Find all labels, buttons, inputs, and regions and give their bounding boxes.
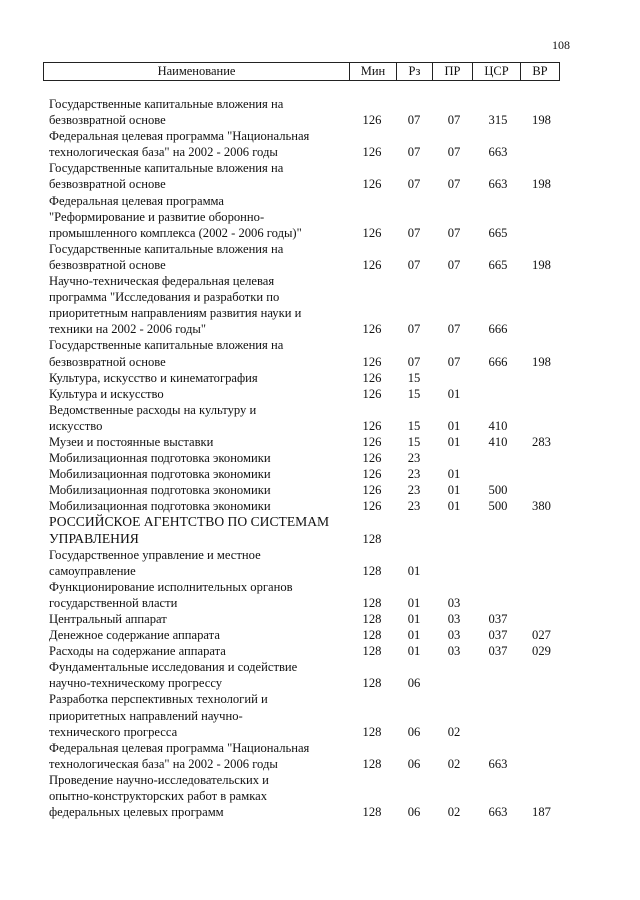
row-csr: 663	[488, 756, 508, 771]
row-pr: 03	[447, 628, 461, 643]
row-rz: 01	[407, 595, 421, 610]
row-csr: 315	[488, 113, 508, 128]
row-min: 126	[362, 322, 382, 337]
row-pr: 07	[447, 257, 461, 272]
table-row	[49, 466, 564, 482]
row-rz: 01	[407, 628, 421, 643]
row-min: 126	[362, 499, 382, 514]
header-csr: ЦСР	[472, 63, 520, 80]
row-pr: 07	[447, 145, 461, 160]
row-rz: 23	[407, 499, 421, 514]
table-row	[49, 547, 564, 579]
row-pr: 01	[447, 386, 461, 401]
row-rz: 23	[407, 451, 421, 466]
row-name: РОССИЙСКОЕ АГЕНТСТВО ПО СИСТЕМАМ УПРАВЛЕНИЯ	[49, 514, 330, 546]
row-min: 128	[362, 531, 382, 546]
row-min: 128	[362, 612, 382, 626]
table-row	[49, 498, 564, 514]
row-pr: 07	[447, 225, 461, 240]
row-csr: 037	[488, 644, 508, 659]
row-rz: 07	[407, 225, 421, 240]
row-min: 128	[362, 676, 382, 691]
table-row	[49, 370, 564, 386]
row-name: Функционирование исполнительных органов государственной власти	[49, 579, 293, 610]
table-row	[49, 402, 564, 434]
row-min: 126	[362, 451, 382, 466]
row-rz: 15	[407, 386, 421, 401]
row-csr: 666	[488, 322, 508, 337]
row-min: 126	[362, 177, 382, 192]
row-csr: 666	[488, 354, 508, 369]
row-csr: 410	[488, 434, 508, 449]
row-min: 128	[362, 563, 382, 578]
row-csr: 663	[488, 805, 508, 820]
row-pr: 07	[447, 354, 461, 369]
row-pr: 03	[447, 595, 461, 610]
row-vr: 198	[532, 257, 551, 272]
row-min: 126	[362, 370, 382, 385]
row-name: Федеральная целевая программа "Реформирование и развитие оборонно- промышленного комплекса (2002 - 2006 годы)"	[49, 193, 302, 240]
row-rz: 01	[407, 563, 421, 578]
row-vr: 198	[532, 354, 551, 369]
row-pr: 03	[447, 612, 461, 626]
row-vr: 283	[532, 434, 551, 449]
row-csr: 663	[488, 145, 508, 160]
row-min: 126	[362, 483, 382, 498]
table-row	[49, 740, 564, 772]
row-csr: 665	[488, 257, 508, 272]
row-pr: 07	[447, 177, 461, 192]
table-row	[49, 160, 564, 192]
row-min: 126	[362, 225, 382, 240]
table-row	[49, 659, 564, 691]
row-name: Культура и искусство	[49, 386, 164, 401]
row-csr: 500	[488, 499, 508, 514]
row-name: Денежное содержание аппарата	[49, 628, 220, 643]
row-rz: 06	[407, 676, 421, 691]
table-row	[49, 434, 564, 450]
row-rz: 06	[407, 724, 421, 739]
row-pr: 01	[447, 434, 461, 449]
row-pr: 01	[447, 467, 461, 482]
row-name: Государственные капитальные вложения на безвозвратной основе	[49, 338, 284, 369]
table-row	[49, 273, 564, 337]
row-pr: 02	[447, 756, 461, 771]
row-rz: 07	[407, 354, 421, 369]
table-row	[49, 643, 564, 659]
row-rz: 15	[407, 418, 421, 433]
row-name: Федеральная целевая программа "Национальная технологическая база" на 2002 - 2006 годы	[49, 129, 310, 160]
row-name: Мобилизационная подготовка экономики	[49, 499, 271, 514]
table-row	[49, 450, 564, 466]
header-name: Наименование	[157, 64, 236, 78]
row-name: Культура, искусство и кинематография	[49, 370, 258, 385]
row-rz: 07	[407, 145, 421, 160]
row-rz: 01	[407, 644, 421, 659]
row-rz: 15	[407, 370, 421, 385]
table-row	[49, 241, 564, 273]
row-pr: 07	[447, 322, 461, 337]
row-vr: 198	[532, 177, 551, 192]
row-name: Мобилизационная подготовка экономики	[49, 451, 271, 466]
row-pr: 01	[447, 499, 461, 514]
row-csr: 037	[488, 612, 508, 626]
budget-table-body	[49, 96, 564, 820]
row-csr: 500	[488, 483, 508, 498]
table-row	[49, 579, 564, 611]
row-min: 128	[362, 756, 382, 771]
table-row	[49, 627, 564, 643]
header-vr: ВР	[520, 63, 559, 80]
table-header	[43, 62, 560, 81]
row-csr: 037	[488, 628, 508, 643]
row-pr: 03	[447, 644, 461, 659]
row-rz: 06	[407, 805, 421, 820]
table-row	[49, 482, 564, 498]
row-vr: 029	[532, 644, 551, 659]
row-min: 126	[362, 354, 382, 369]
row-name: Мобилизационная подготовка экономики	[49, 483, 271, 498]
table-row	[49, 691, 564, 739]
row-min: 126	[362, 467, 382, 482]
row-name: Ведомственные расходы на культуру и искусство	[49, 402, 257, 433]
table-row	[49, 514, 564, 546]
row-name: Расходы на содержание аппарата	[49, 644, 226, 659]
row-name: Проведение научно-исследовательских и опытно-конструкторских работ в рамках федеральных целевых программ	[49, 772, 269, 820]
row-vr: 027	[532, 628, 551, 643]
row-rz: 07	[407, 177, 421, 192]
row-rz: 23	[407, 483, 421, 498]
row-rz: 07	[407, 113, 421, 128]
row-rz: 15	[407, 434, 421, 449]
row-rz: 07	[407, 257, 421, 272]
row-name: Государственное управление и местное самоуправление	[49, 547, 261, 578]
row-rz: 06	[407, 756, 421, 771]
row-pr: 07	[447, 113, 461, 128]
row-min: 128	[362, 644, 382, 659]
row-pr: 02	[447, 805, 461, 820]
row-min: 128	[362, 595, 382, 610]
row-name: Музеи и постоянные выставки	[49, 434, 214, 449]
row-name: Государственные капитальные вложения на безвозвратной основе	[49, 241, 284, 272]
row-min: 128	[362, 724, 382, 739]
row-min: 128	[362, 805, 382, 820]
row-rz: 01	[407, 612, 421, 626]
table-row	[49, 128, 564, 160]
row-min: 126	[362, 257, 382, 272]
row-min: 126	[362, 434, 382, 449]
table-row	[49, 611, 564, 627]
row-name: Центральный аппарат	[49, 612, 167, 626]
row-min: 126	[362, 418, 382, 433]
row-vr: 380	[532, 499, 551, 514]
table-row	[49, 96, 564, 128]
row-min: 128	[362, 628, 382, 643]
row-pr: 01	[447, 418, 461, 433]
row-rz: 23	[407, 467, 421, 482]
row-min: 126	[362, 386, 382, 401]
row-name: Мобилизационная подготовка экономики	[49, 467, 271, 482]
row-name: Разработка перспективных технологий и приоритетных направлений научно- технического прогресса	[49, 692, 268, 739]
row-name: Государственные капитальные вложения на безвозвратной основе	[49, 97, 284, 128]
row-csr: 410	[488, 418, 508, 433]
header-min: Мин	[349, 63, 396, 80]
header-pr: ПР	[432, 63, 472, 80]
header-rz: Рз	[396, 63, 432, 80]
row-min: 126	[362, 113, 382, 128]
table-row	[49, 193, 564, 241]
page-number: 108	[552, 38, 570, 52]
table-row	[49, 337, 564, 369]
row-pr: 01	[447, 483, 461, 498]
row-rz: 07	[407, 322, 421, 337]
row-name: Государственные капитальные вложения на безвозвратной основе	[49, 161, 284, 192]
table-row	[49, 772, 564, 820]
row-name: Федеральная целевая программа "Национальная технологическая база" на 2002 - 2006 годы	[49, 740, 310, 771]
row-name: Научно-техническая федеральная целевая программа "Исследования и разработки по приоритетным направлениям развития науки и техники на 2002 - 2006 годы"	[49, 274, 302, 337]
table-row	[49, 386, 564, 402]
row-vr: 198	[532, 113, 551, 128]
row-csr: 665	[488, 225, 508, 240]
row-name: Фундаментальные исследования и содействие научно-техническому прогрессу	[49, 660, 298, 691]
row-min: 126	[362, 145, 382, 160]
row-csr: 663	[488, 177, 508, 192]
row-vr: 187	[532, 805, 551, 820]
row-pr: 02	[447, 724, 461, 739]
